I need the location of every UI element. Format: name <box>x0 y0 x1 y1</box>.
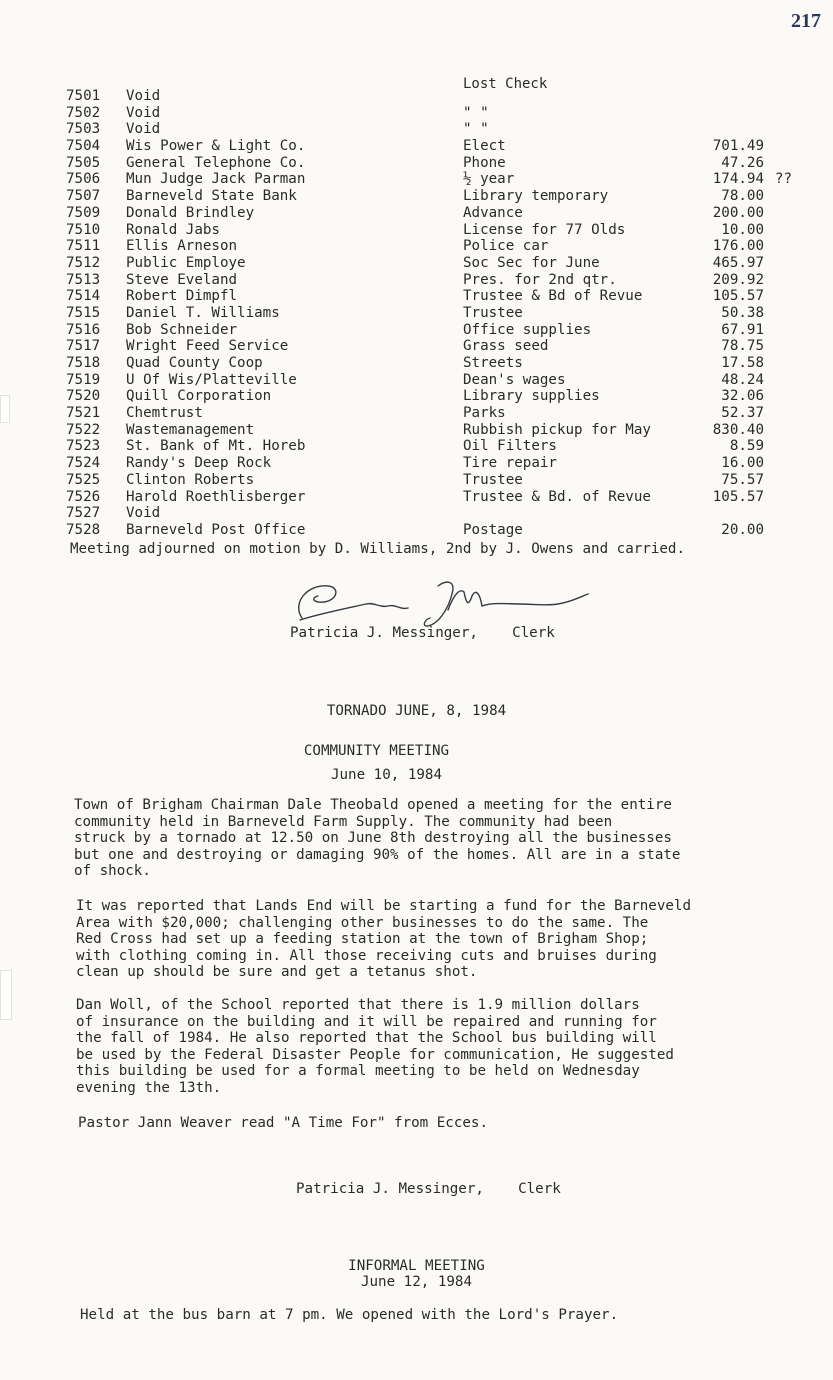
adjournment-note: Meeting adjourned on motion by D. Williams, 2nd by J. Owens and carried. <box>70 541 685 557</box>
payee: General Telephone Co. <box>126 154 306 171</box>
check-number: 7504 <box>66 138 101 155</box>
community-meeting-date: June 10, 1984 <box>330 767 443 783</box>
payee: Void <box>126 88 161 104</box>
signature-stroke-m <box>448 591 482 610</box>
check-row <box>66 255 796 272</box>
clerk-signature <box>288 574 598 630</box>
check-number: 7506 <box>66 171 101 188</box>
check-number: 7515 <box>66 304 101 321</box>
check-register-header <box>66 76 796 92</box>
check-number: 7511 <box>66 238 101 255</box>
amount: 78.75 <box>721 338 764 355</box>
check-row <box>66 155 796 172</box>
check-row <box>66 288 796 305</box>
payee: Barneveld State Bank <box>126 188 297 205</box>
payee: Wis Power & Light Co. <box>126 138 306 155</box>
check-number: 7513 <box>66 271 101 288</box>
payee: Robert Dimpfl <box>126 288 238 305</box>
amount: 830.40 <box>712 421 764 438</box>
purpose: Elect <box>463 138 506 155</box>
amount: 10.00 <box>721 221 764 238</box>
flag: ?? <box>774 171 792 188</box>
purpose: Trustee <box>463 304 523 321</box>
check-row <box>66 455 796 472</box>
amount: 174.94 <box>712 171 764 188</box>
check-row <box>66 338 796 355</box>
check-row <box>66 438 796 455</box>
purpose: Library temporary <box>463 188 609 205</box>
payee: Steve Eveland <box>126 271 238 288</box>
check-row <box>66 222 796 239</box>
purpose: Tire repair <box>463 455 557 472</box>
check-row <box>66 105 796 122</box>
amount: 465.97 <box>712 254 764 271</box>
signature-stroke-essinger <box>482 594 588 606</box>
payee: Public Employe <box>126 254 246 271</box>
purpose: " " <box>463 121 489 138</box>
community-meeting-paragraph-3: Dan Woll, of the School reported that there is 1.9 million dollars of insurance on the building and it will be repaired and running for the fall of 1984. He also reported that the School bus building will be used by the Federal Disaster People for communication, He suggested this building be used for a formal meeting to be held on Wednesday evening the 13th. <box>76 997 674 1096</box>
amount: 209.92 <box>712 271 764 288</box>
community-meeting-paragraph-2: It was reported that Lands End will be starting a fund for the Barneveld Area with $20,000; challenging other businesses to do the same. The Red Cross had set up a feeding station at the town of Brigham Shop; with clothing coming in. All those receiving cuts and bruises during clean up should be sure and get a tetanus shot. <box>76 898 691 981</box>
payee: Void <box>126 121 161 138</box>
tornado-heading: TORNADO JUNE, 8, 1984 <box>326 703 507 719</box>
check-row <box>66 121 796 138</box>
amount: 20.00 <box>721 521 764 538</box>
check-row <box>66 422 796 439</box>
check-row <box>66 272 796 289</box>
amount: 52.37 <box>721 405 764 422</box>
amount: 50.38 <box>721 304 764 321</box>
purpose: License for 77 Olds <box>463 221 626 238</box>
purpose: Advance <box>463 204 523 221</box>
amount: 701.49 <box>712 138 764 155</box>
check-number: 7527 <box>66 505 101 522</box>
amount: 32.06 <box>721 388 764 405</box>
amount: 67.91 <box>721 321 764 338</box>
informal-meeting-date: June 12, 1984 <box>360 1274 473 1290</box>
clerk-title: Clerk <box>512 625 555 641</box>
payee: Barneveld Post Office <box>126 521 306 538</box>
purpose: ½ year <box>463 171 515 188</box>
purpose: Police car <box>463 238 549 255</box>
check-row <box>66 405 796 422</box>
check-row <box>66 171 796 188</box>
payee: Void <box>126 104 161 121</box>
check-row <box>66 305 796 322</box>
check-row <box>66 238 796 255</box>
purpose: Pres. for 2nd qtr. <box>463 271 617 288</box>
purpose: Streets <box>463 355 523 371</box>
check-number: 7525 <box>66 471 101 488</box>
community-meeting-paragraph-1: Town of Brigham Chairman Dale Theobald opened a meeting for the entire community held in Barneveld Farm Supply. The community had been struck by a tornado at 12.50 on June 8th destroying all the businesses but one and destroying or damaging 90% of the homes. All are in a state of shock. <box>74 797 681 880</box>
check-number: 7520 <box>66 388 101 405</box>
purpose: Library supplies <box>463 388 600 405</box>
purpose: Postage <box>463 521 523 538</box>
check-number: 7519 <box>66 371 101 388</box>
purpose: Trustee & Bd of Revue <box>463 288 643 305</box>
check-row <box>66 188 796 205</box>
amount: 200.00 <box>712 204 764 221</box>
clerk-name: Patricia J. Messinger, <box>296 1181 484 1197</box>
check-row <box>66 388 796 405</box>
check-number: 7507 <box>66 188 101 205</box>
payee: Chemtrust <box>126 405 203 422</box>
purpose: " " <box>463 104 489 121</box>
amount: 105.57 <box>712 488 764 505</box>
payee: Mun Judge Jack Parman <box>126 171 306 188</box>
check-number: 7514 <box>66 288 101 305</box>
check-number: 7518 <box>66 355 101 371</box>
check-number: 7502 <box>66 104 101 121</box>
payee: Randy's Deep Rock <box>126 455 272 472</box>
amount: 176.00 <box>712 238 764 255</box>
purpose: Dean's wages <box>463 371 566 388</box>
purpose: Office supplies <box>463 321 592 338</box>
check-register <box>66 76 796 539</box>
payee: Ellis Arneson <box>126 238 238 255</box>
check-row <box>66 505 796 522</box>
informal-meeting-paragraph-1: Held at the bus barn at 7 pm. We opened with the Lord's Prayer. <box>80 1307 619 1323</box>
check-row <box>66 489 796 506</box>
purpose: Parks <box>463 405 506 422</box>
check-row <box>66 88 796 105</box>
purpose: Soc Sec for June <box>463 254 600 271</box>
purpose: Oil Filters <box>463 438 557 455</box>
payee: Donald Brindley <box>126 204 255 221</box>
check-number: 7517 <box>66 338 101 355</box>
check-row <box>66 138 796 155</box>
amount: 16.00 <box>721 455 764 472</box>
check-number: 7528 <box>66 521 101 538</box>
check-number: 7501 <box>66 88 101 104</box>
check-number: 7505 <box>66 154 101 171</box>
payee: U Of Wis/Platteville <box>126 371 297 388</box>
informal-meeting-title: INFORMAL MEETING <box>348 1258 485 1274</box>
clerk-title: Clerk <box>518 1181 561 1197</box>
check-row <box>66 372 796 389</box>
clerk-name: Patricia J. Messinger, <box>290 625 478 641</box>
binding-hole-mark <box>0 395 10 423</box>
check-row <box>66 355 796 372</box>
community-meeting-signature <box>296 1181 561 1197</box>
check-number: 7526 <box>66 488 101 505</box>
signature-stroke-j <box>424 582 453 626</box>
amount: 47.26 <box>721 154 764 171</box>
payee: Harold Roethlisberger <box>126 488 306 505</box>
check-number: 7524 <box>66 455 101 472</box>
payee: Clinton Roberts <box>126 471 255 488</box>
amount: 48.24 <box>721 371 764 388</box>
payee: Quad County Coop <box>126 355 263 371</box>
check-row <box>66 472 796 489</box>
payee: St. Bank of Mt. Horeb <box>126 438 306 455</box>
lost-check-label: Lost Check <box>463 76 548 92</box>
payee: Wright Feed Service <box>126 338 289 355</box>
check-number: 7510 <box>66 221 101 238</box>
payee: Bob Schneider <box>126 321 238 338</box>
purpose: Trustee & Bd. of Revue <box>463 488 651 505</box>
signature-stroke-p <box>299 586 336 618</box>
check-number: 7522 <box>66 421 101 438</box>
amount: 17.58 <box>721 355 764 371</box>
check-number: 7509 <box>66 204 101 221</box>
check-row <box>66 522 796 539</box>
page-number: 217 <box>791 10 821 32</box>
check-row <box>66 205 796 222</box>
payee: Ronald Jabs <box>126 221 220 238</box>
amount: 105.57 <box>712 288 764 305</box>
amount: 8.59 <box>729 438 764 455</box>
amount: 78.00 <box>721 188 764 205</box>
check-number: 7512 <box>66 254 101 271</box>
check-number: 7516 <box>66 321 101 338</box>
check-number: 7503 <box>66 121 101 138</box>
check-register-rows <box>66 88 796 539</box>
payee: Daniel T. Williams <box>126 304 280 321</box>
amount: 75.57 <box>721 471 764 488</box>
payee: Wastemanagement <box>126 421 255 438</box>
check-number: 7523 <box>66 438 101 455</box>
binding-hole-mark <box>0 970 12 1020</box>
payee: Quill Corporation <box>126 388 272 405</box>
signature-block <box>290 625 555 641</box>
community-meeting-paragraph-4: Pastor Jann Weaver read "A Time For" from Ecces. <box>78 1115 488 1131</box>
purpose: Phone <box>463 154 506 171</box>
check-row <box>66 322 796 339</box>
purpose: Trustee <box>463 471 523 488</box>
community-meeting-title: COMMUNITY MEETING <box>303 743 450 759</box>
check-number: 7521 <box>66 405 101 422</box>
signature-stroke-atricia <box>300 604 408 620</box>
purpose: Rubbish pickup for May <box>463 421 651 438</box>
purpose: Grass seed <box>463 338 549 355</box>
payee: Void <box>126 505 161 522</box>
